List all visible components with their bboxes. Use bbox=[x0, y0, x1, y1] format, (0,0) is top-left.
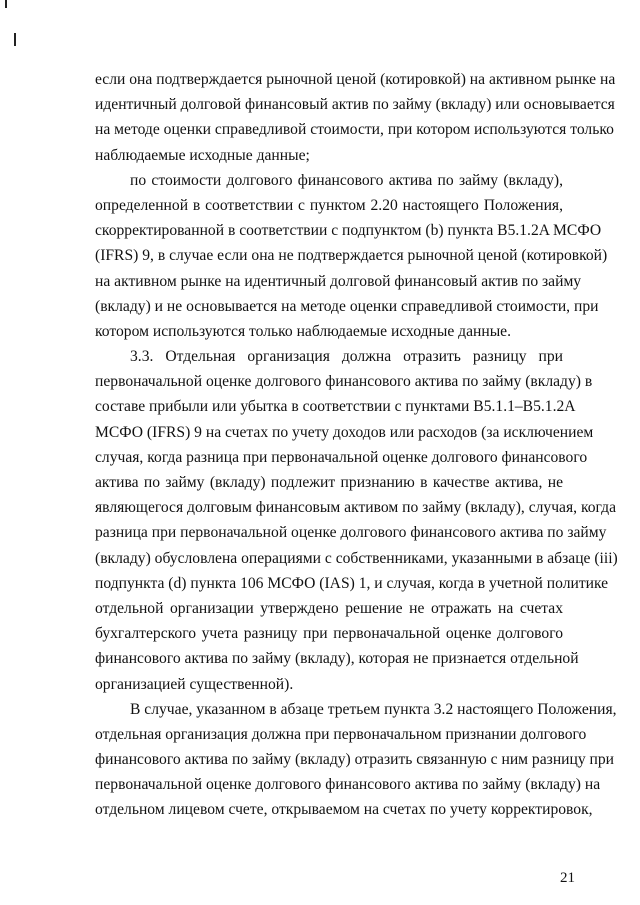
text-line: финансового актива по займу (вкладу) отразить связанную с ним разницу при bbox=[95, 751, 615, 769]
scan-artifact-mark bbox=[14, 33, 16, 46]
text-line: котором используются только наблюдаемые исходные данные. bbox=[95, 322, 512, 340]
text-line: определенной в соответствии с пунктом 2.20 настоящего Положения, bbox=[95, 196, 563, 214]
text-line: первоначальной оценке долгового финансового актива по займу (вкладу) на bbox=[95, 776, 601, 794]
text-line: идентичный долговой финансовый актив по займу (вкладу) или основывается bbox=[95, 96, 615, 114]
paragraph bbox=[95, 67, 616, 168]
paragraph bbox=[95, 697, 617, 823]
paragraph bbox=[95, 344, 618, 697]
text-line: подпункта (d) пункта 106 МСФО (IAS) 1, и случая, когда в учетной политике bbox=[95, 574, 609, 592]
text-line: отдельная организация должна при первоначальном признании долгового bbox=[95, 725, 587, 743]
text-line: наблюдаемые исходные данные; bbox=[95, 146, 310, 164]
text-line: актива по займу (вкладу) подлежит признанию в качестве актива, не bbox=[95, 474, 563, 491]
text-line: (IFRS) 9, в случае если она не подтверждается рыночной ценой (котировкой) bbox=[95, 247, 608, 265]
text-line: отдельном лицевом счете, открываемом на счетах по учету корректировок, bbox=[95, 801, 593, 819]
text-line: (вкладу) обусловлена операциями с собственниками, указанными в абзаце (iii) bbox=[95, 549, 618, 567]
text-line: разница при первоначальной оценке долгового финансового актива по займу bbox=[95, 524, 607, 542]
text-line: организацией существенной). bbox=[95, 675, 294, 693]
page-number: 21 bbox=[560, 870, 575, 886]
text-line: бухгалтерского учета разницу при первоначальной оценке долгового bbox=[95, 625, 563, 643]
text-line: являющегося долговым финансовым активом по займу (вкладу), случая, когда bbox=[95, 499, 616, 517]
scan-artifact-mark bbox=[5, 0, 7, 8]
text-line: по стоимости долгового финансового актива по займу (вкладу), bbox=[130, 171, 563, 189]
text-line: МСФО (IFRS) 9 на счетах по учету доходов или расходов (за исключением bbox=[95, 423, 594, 441]
text-line: (вкладу) и не основывается на методе оценки справедливой стоимости, при bbox=[95, 297, 599, 315]
text-line: 3.3. Отдельная организация должна отразить разницу при bbox=[130, 348, 563, 366]
text-line: скорректированной в соответствии с подпунктом (b) пункта B5.1.2A МСФО bbox=[95, 222, 602, 240]
text-line: на активном рынке на идентичный долговой финансовый актив по займу bbox=[95, 272, 582, 290]
text-line: первоначальной оценке долгового финансового актива по займу (вкладу) в bbox=[95, 373, 593, 391]
text-line: В случае, указанном в абзаце третьем пункта 3.2 настоящего Положения, bbox=[130, 700, 617, 718]
text-line: если она подтверждается рыночной ценой (котировкой) на активном рынке на bbox=[95, 71, 616, 88]
document-page-body bbox=[95, 67, 618, 823]
paragraph bbox=[95, 168, 608, 344]
text-line: на методе оценки справедливой стоимости, при котором используются только bbox=[95, 121, 614, 139]
text-line: финансового актива по займу (вкладу), которая не признается отдельной bbox=[95, 650, 579, 668]
text-line: отдельной организации утверждено решение не отражать на счетах bbox=[95, 599, 563, 617]
text-line: случая, когда разница при первоначальной оценке долгового финансового bbox=[95, 448, 588, 466]
text-line: составе прибыли или убытка в соответствии с пунктами B5.1.1–B5.1.2A bbox=[95, 398, 576, 416]
